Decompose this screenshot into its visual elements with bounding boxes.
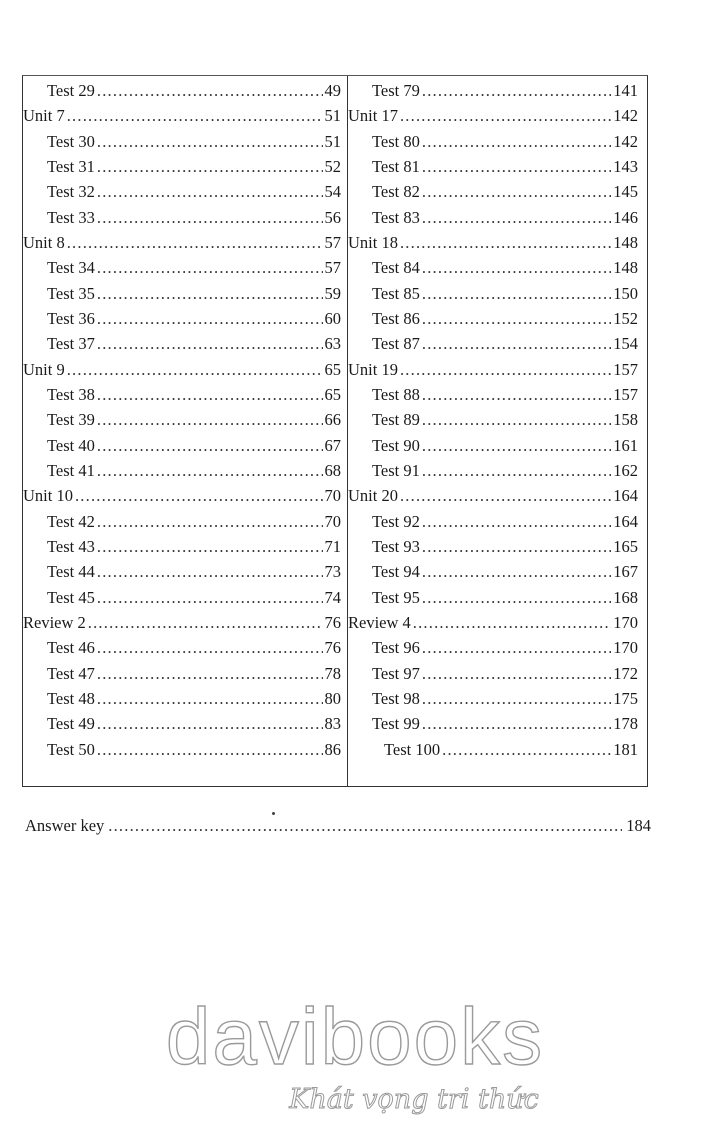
dot-leader (97, 661, 323, 686)
entry-page-number: 80 (324, 688, 341, 708)
entry-page-number: 175 (613, 688, 638, 708)
dot-leader (422, 281, 611, 306)
dot-leader (422, 179, 611, 204)
answer-key-page: 184 (626, 816, 651, 835)
entry-page-number: 158 (613, 410, 638, 430)
entry-page-number: 70 (324, 511, 341, 531)
toc-test-entry[interactable] (23, 407, 341, 432)
dot-leader (67, 103, 323, 128)
toc-test-entry[interactable] (348, 559, 638, 584)
entry-label: Test 90 (372, 435, 420, 455)
entry-page-number: 65 (324, 359, 341, 379)
entry-label: Unit 10 (23, 486, 73, 506)
toc-test-entry[interactable] (348, 661, 638, 686)
toc-test-entry[interactable] (348, 509, 638, 534)
dot-leader (97, 129, 323, 154)
toc-test-entry[interactable] (348, 534, 638, 559)
entry-label: Test 96 (372, 638, 420, 658)
entry-page-number: 178 (613, 714, 638, 734)
entry-label: Test 97 (372, 663, 420, 683)
entry-label: Unit 18 (348, 232, 398, 252)
entry-page-number: 141 (613, 81, 638, 100)
table-of-contents (22, 75, 648, 787)
toc-section-entry[interactable] (348, 357, 638, 382)
entry-page-number: 157 (613, 359, 638, 379)
entry-label: Test 35 (47, 283, 95, 303)
entry-page-number: 51 (324, 106, 341, 126)
toc-test-entry[interactable] (23, 661, 341, 686)
dot-leader (97, 331, 323, 356)
dot-leader (97, 433, 323, 458)
entry-label: Test 29 (47, 81, 95, 100)
dot-leader (97, 458, 323, 483)
dot-leader (422, 407, 611, 432)
entry-label: Test 34 (47, 258, 95, 278)
entry-page-number: 164 (613, 511, 638, 531)
entry-page-number: 59 (324, 283, 341, 303)
toc-section-entry[interactable] (348, 483, 638, 508)
dot-leader (422, 382, 611, 407)
toc-section-entry[interactable] (23, 230, 341, 255)
dot-leader (97, 407, 323, 432)
entry-label: Test 93 (372, 536, 420, 556)
dot-leader (422, 509, 611, 534)
dot-leader (97, 179, 323, 204)
dot-leader (422, 205, 611, 230)
toc-test-entry[interactable] (23, 154, 341, 179)
entry-label: Test 47 (47, 663, 95, 683)
toc-section-entry[interactable] (23, 103, 341, 128)
entry-label: Test 48 (47, 688, 95, 708)
toc-test-entry[interactable] (23, 78, 341, 103)
dot-leader (422, 306, 611, 331)
entry-page-number: 71 (324, 536, 341, 556)
entry-label: Test 86 (372, 308, 420, 328)
entry-page-number: 73 (324, 562, 341, 582)
dot-leader (97, 686, 323, 711)
dot-leader (97, 559, 323, 584)
entry-page-number: 76 (324, 638, 341, 658)
toc-test-entry[interactable] (23, 458, 341, 483)
dot-leader (413, 610, 611, 635)
entry-page-number: 54 (324, 182, 341, 202)
entry-label: Test 38 (47, 384, 95, 404)
entry-label: Test 88 (372, 384, 420, 404)
toc-test-entry[interactable] (23, 737, 341, 762)
entry-label: Review 4 (348, 612, 411, 632)
entry-label: Test 41 (47, 460, 95, 480)
entry-label: Unit 20 (348, 486, 398, 506)
dot-leader (97, 382, 323, 407)
entry-label: Unit 19 (348, 359, 398, 379)
toc-test-entry[interactable] (348, 458, 638, 483)
dot-leader (97, 585, 323, 610)
entry-page-number: 83 (324, 714, 341, 734)
entry-label: Test 39 (47, 410, 95, 430)
dot-leader (422, 255, 611, 280)
entry-page-number: 164 (613, 486, 638, 506)
toc-test-entry[interactable] (23, 331, 341, 356)
entry-label: Test 49 (47, 714, 95, 734)
toc-test-entry[interactable] (348, 635, 638, 660)
entry-label: Test 83 (372, 207, 420, 227)
entry-page-number: 168 (613, 587, 638, 607)
dot-leader (75, 483, 323, 508)
toc-test-entry[interactable] (348, 179, 638, 204)
toc-test-entry[interactable] (23, 585, 341, 610)
toc-test-entry[interactable] (348, 711, 638, 736)
entry-page-number: 86 (324, 739, 341, 759)
entry-page-number: 165 (613, 536, 638, 556)
entry-label: Test 80 (372, 131, 420, 151)
entry-label: Test 82 (372, 182, 420, 202)
entry-label: Test 81 (372, 156, 420, 176)
entry-page-number: 57 (324, 232, 341, 252)
dot-leader (400, 357, 611, 382)
entry-page-number: 142 (613, 131, 638, 151)
entry-page-number: 148 (613, 232, 638, 252)
toc-test-entry[interactable] (23, 129, 341, 154)
toc-test-entry[interactable] (23, 205, 341, 230)
toc-test-entry[interactable] (348, 407, 638, 432)
dot-leader (422, 661, 611, 686)
dot-leader (97, 306, 323, 331)
toc-test-entry[interactable] (348, 433, 638, 458)
entry-page-number: 70 (324, 486, 341, 506)
scan-speck (272, 812, 275, 815)
entry-page-number: 142 (613, 106, 638, 126)
toc-test-entry[interactable] (348, 205, 638, 230)
toc-test-entry[interactable] (23, 433, 341, 458)
entry-page-number: 170 (613, 612, 638, 632)
dot-leader (422, 154, 611, 179)
entry-label: Unit 8 (23, 232, 65, 252)
toc-test-entry[interactable] (23, 559, 341, 584)
toc-test-entry[interactable] (348, 78, 638, 103)
toc-right-column (348, 78, 638, 762)
dot-leader (422, 711, 611, 736)
dot-leader (422, 534, 611, 559)
entry-label: Test 99 (372, 714, 420, 734)
entry-label: Test 89 (372, 410, 420, 430)
dot-leader (422, 585, 611, 610)
dot-leader (422, 559, 611, 584)
toc-test-entry[interactable] (23, 711, 341, 736)
entry-label: Test 30 (47, 131, 95, 151)
toc-test-entry[interactable] (348, 686, 638, 711)
toc-section-entry[interactable] (23, 610, 341, 635)
toc-test-entry[interactable] (23, 635, 341, 660)
dot-leader (97, 711, 323, 736)
svg-text:davibooks: davibooks (165, 992, 545, 1081)
entry-label: Review 2 (23, 612, 86, 632)
entry-page-number: 57 (324, 258, 341, 278)
toc-test-entry[interactable] (348, 306, 638, 331)
entry-label: Unit 7 (23, 106, 65, 126)
entry-page-number: 162 (613, 460, 638, 480)
entry-label: Test 79 (372, 81, 420, 100)
entry-page-number: 167 (613, 562, 638, 582)
answer-key-label: Answer key (25, 816, 105, 835)
entry-label: Unit 17 (348, 106, 398, 126)
toc-test-entry[interactable] (348, 281, 638, 306)
entry-page-number: 74 (324, 587, 341, 607)
entry-page-number: 68 (324, 460, 341, 480)
entry-page-number: 150 (613, 283, 638, 303)
dot-leader (422, 331, 611, 356)
entry-label: Unit 9 (23, 359, 65, 379)
entry-page-number: 172 (613, 663, 638, 683)
entry-page-number: 63 (324, 334, 341, 354)
entry-page-number: 76 (324, 612, 341, 632)
dot-leader (88, 610, 323, 635)
dot-leader (422, 635, 611, 660)
entry-label: Test 32 (47, 182, 95, 202)
dot-leader (97, 205, 323, 230)
toc-section-entry[interactable] (23, 483, 341, 508)
toc-test-entry[interactable] (348, 737, 638, 762)
dot-leader (97, 635, 323, 660)
entry-label: Test 91 (372, 460, 420, 480)
dot-leader (97, 509, 323, 534)
entry-page-number: 145 (613, 182, 638, 202)
dot-leader (422, 78, 611, 103)
entry-label: Test 95 (372, 587, 420, 607)
entry-page-number: 161 (613, 435, 638, 455)
toc-test-entry[interactable] (348, 154, 638, 179)
dot-leader (97, 281, 323, 306)
davibooks-watermark-tagline (264, 1080, 564, 1116)
entry-page-number: 49 (324, 81, 341, 100)
entry-page-number: 154 (613, 334, 638, 354)
davibooks-watermark-logo (150, 992, 560, 1082)
toc-test-entry[interactable] (23, 306, 341, 331)
dot-leader (422, 458, 611, 483)
toc-test-entry[interactable] (348, 129, 638, 154)
entry-page-number: 51 (324, 131, 341, 151)
dot-leader (400, 103, 611, 128)
dot-leader (108, 814, 622, 838)
entry-label: Test 85 (372, 283, 420, 303)
toc-test-entry[interactable] (23, 686, 341, 711)
entry-label: Test 46 (47, 638, 95, 658)
entry-page-number: 60 (324, 308, 341, 328)
entry-label: Test 31 (47, 156, 95, 176)
toc-section-entry[interactable] (348, 230, 638, 255)
dot-leader (67, 357, 323, 382)
entry-page-number: 157 (613, 384, 638, 404)
entry-page-number: 65 (324, 384, 341, 404)
toc-test-entry[interactable] (348, 331, 638, 356)
toc-test-entry[interactable] (23, 534, 341, 559)
entry-page-number: 170 (613, 638, 638, 658)
dot-leader (400, 483, 611, 508)
dot-leader (442, 737, 611, 762)
entry-label: Test 42 (47, 511, 95, 531)
svg-text:Khát vọng tri thức: Khát vọng tri thức (289, 1084, 539, 1115)
entry-page-number: 148 (613, 258, 638, 278)
entry-page-number: 143 (613, 156, 638, 176)
entry-label: Test 33 (47, 207, 95, 227)
entry-label: Test 84 (372, 258, 420, 278)
toc-test-entry[interactable] (23, 382, 341, 407)
toc-test-entry[interactable] (23, 281, 341, 306)
dot-leader (67, 230, 323, 255)
entry-label: Test 40 (47, 435, 95, 455)
dot-leader (400, 230, 611, 255)
entry-label: Test 98 (372, 688, 420, 708)
toc-section-entry[interactable] (348, 103, 638, 128)
entry-label: Test 87 (372, 334, 420, 354)
toc-test-entry[interactable] (23, 509, 341, 534)
entry-label: Test 43 (47, 536, 95, 556)
entry-page-number: 181 (613, 739, 638, 759)
toc-test-entry[interactable] (348, 585, 638, 610)
toc-test-entry[interactable] (348, 255, 638, 280)
dot-leader (97, 534, 323, 559)
entry-label: Test 50 (47, 739, 95, 759)
entry-label: Test 100 (384, 739, 441, 759)
entry-label: Test 37 (47, 334, 95, 354)
entry-page-number: 152 (613, 308, 638, 328)
dot-leader (97, 78, 323, 103)
entry-page-number: 78 (324, 663, 341, 683)
entry-page-number: 66 (324, 410, 341, 430)
toc-left-column (23, 78, 341, 762)
entry-page-number: 56 (324, 207, 341, 227)
dot-leader (97, 154, 323, 179)
toc-test-entry[interactable] (348, 382, 638, 407)
toc-test-entry[interactable] (23, 179, 341, 204)
entry-label: Test 36 (47, 308, 95, 328)
toc-section-entry[interactable] (23, 357, 341, 382)
dot-leader (97, 255, 323, 280)
dot-leader (422, 433, 611, 458)
entry-page-number: 146 (613, 207, 638, 227)
dot-leader (422, 129, 611, 154)
entry-label: Test 44 (47, 562, 95, 582)
entry-page-number: 52 (324, 156, 341, 176)
toc-section-entry[interactable] (348, 610, 638, 635)
entry-page-number: 67 (324, 435, 341, 455)
entry-label: Test 45 (47, 587, 95, 607)
dot-leader (422, 686, 611, 711)
entry-label: Test 94 (372, 562, 420, 582)
entry-label: Test 92 (372, 511, 420, 531)
toc-test-entry[interactable] (23, 255, 341, 280)
dot-leader (97, 737, 323, 762)
answer-key-entry[interactable] (25, 814, 651, 838)
